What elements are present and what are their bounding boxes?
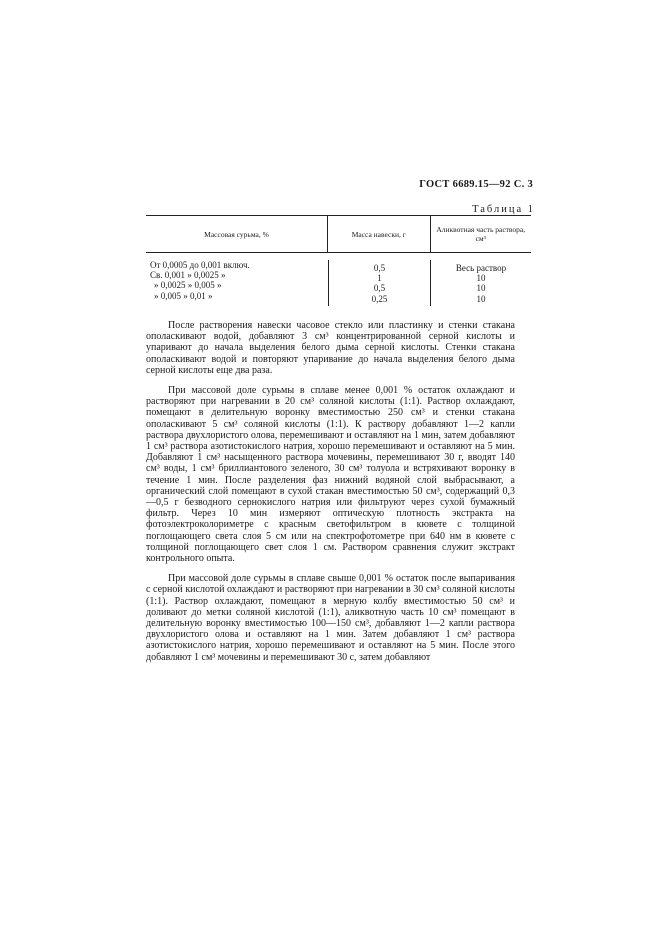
table-cell-mass: 0,5 bbox=[373, 283, 386, 294]
table-cell-mass: 1 bbox=[377, 273, 382, 284]
table-cell-mass: 0,5 bbox=[373, 263, 386, 273]
table-cell-aliquot: 10 bbox=[476, 273, 486, 284]
table-cell-aliquot: 10 bbox=[476, 293, 486, 304]
data-table bbox=[146, 215, 531, 306]
table-cell-aliquot: Весь раствор bbox=[455, 263, 507, 273]
page-header: ГОСТ 6689.15—92 С. 3 bbox=[419, 179, 533, 190]
table-cell-range: От 0,0005 до 0,001 включ. bbox=[150, 260, 250, 270]
table-cell-range: » 0,0025 » 0,005 » bbox=[154, 280, 222, 291]
table-cell-aliquot: 10 bbox=[476, 283, 486, 294]
table-cell-range: » 0,005 » 0,01 » bbox=[154, 290, 213, 301]
column-range bbox=[146, 260, 328, 306]
header-sample-mass: Масса навески, г bbox=[327, 216, 429, 252]
header-aliquot: Аликвотная часть раствора, см³ bbox=[430, 216, 531, 252]
table-cell-range: Св. 0,001 » 0,0025 » bbox=[150, 270, 226, 281]
paragraph: После растворения навески часовое стекло или пластинку и стенки стакана ополаскивают водой, добавляют 3 см³ концентрированной серной кислоты и упаривают до начала выделения белого дыма серной кислоты. Стенки стакана ополаскивают водой и повторяют упаривание до начала выделения белого дыма серной кислоты еще два раза. bbox=[146, 320, 515, 376]
table-body bbox=[146, 253, 531, 306]
table-header-row bbox=[146, 216, 531, 253]
header-mass-fraction: Массовая сурьма, % bbox=[204, 229, 269, 239]
paragraph: При массовой доле сурьмы в сплаве свыше 0,001 % остаток после выпаривания с серной кислотой охлаждают и растворяют при нагревании в 30 см³ соляной кислоты (1:1). Раствор охлаждают, помещают в мерную колбу вместимостью 50 см³ и доливают до метки соляной кислотой (1:1), аликвотную часть 10 см³ помещают в делительную воронку вместимостью 100—150 см³, добавляют 1—2 капли раствора двухлористого олова и оставляют на 1 мин. Затем добавляют 1 см³ раствора азотистокислого натрия, хорошо перемешивают и оставляют на 5 мин. После этого добавляют 1 см³ мочевины и перемешивают 30 с, затем добавляют bbox=[146, 573, 515, 663]
paragraph: При массовой доле сурьмы в сплаве менее 0,001 % остаток охлаждают и растворяют при нагревании в 20 см³ соляной кислоты (1:1). Раствор охлаждают, помещают в делительную воронку вместимостью 250 см³ и стенки стакана ополаскивают 5 см³ соляной кислоты (1:1). К раствору добавляют 1—2 капли раствора двухлористого олова, перемешивают и оставляют на 1 мин, затем добавляют 1 см³ раствора азотистокислого натрия, хорошо перемешивают и оставляют на 5 мин. Добавляют 1 см³ насыщенного раствора мочевины, перемешивают 30 г, вводят 140 см³ воды, 1 см³ бриллиантового зеленого, 30 см³ толуола и встряхивают воронку в течение 1 мин. После разделения фаз нижний водяной слой выбрасывают, а органический слой помещают в сухой стакан вместимостью 50 см³, содержащий 0,3—0,5 г безводного сернокислого натрия или фильтруют через сухой бумажный фильтр. Через 10 мин измеряют оптическую плотность экстракта на фотоэлектроколориметре с красным светофильтром в кювете с толщиной поглощающего света слоя 5 см или на спектрофотометре при 640 нм в кювете с толщиной поглощающего свет слоя 1 см. Раствором сравнения служит экстракт контрольного опыта. bbox=[146, 385, 515, 565]
table-cell-mass: 0,25 bbox=[371, 293, 388, 304]
column-mass bbox=[328, 260, 430, 306]
body-text bbox=[146, 320, 515, 672]
table-caption: Таблица 1 bbox=[472, 204, 535, 215]
column-aliquot bbox=[430, 260, 531, 306]
